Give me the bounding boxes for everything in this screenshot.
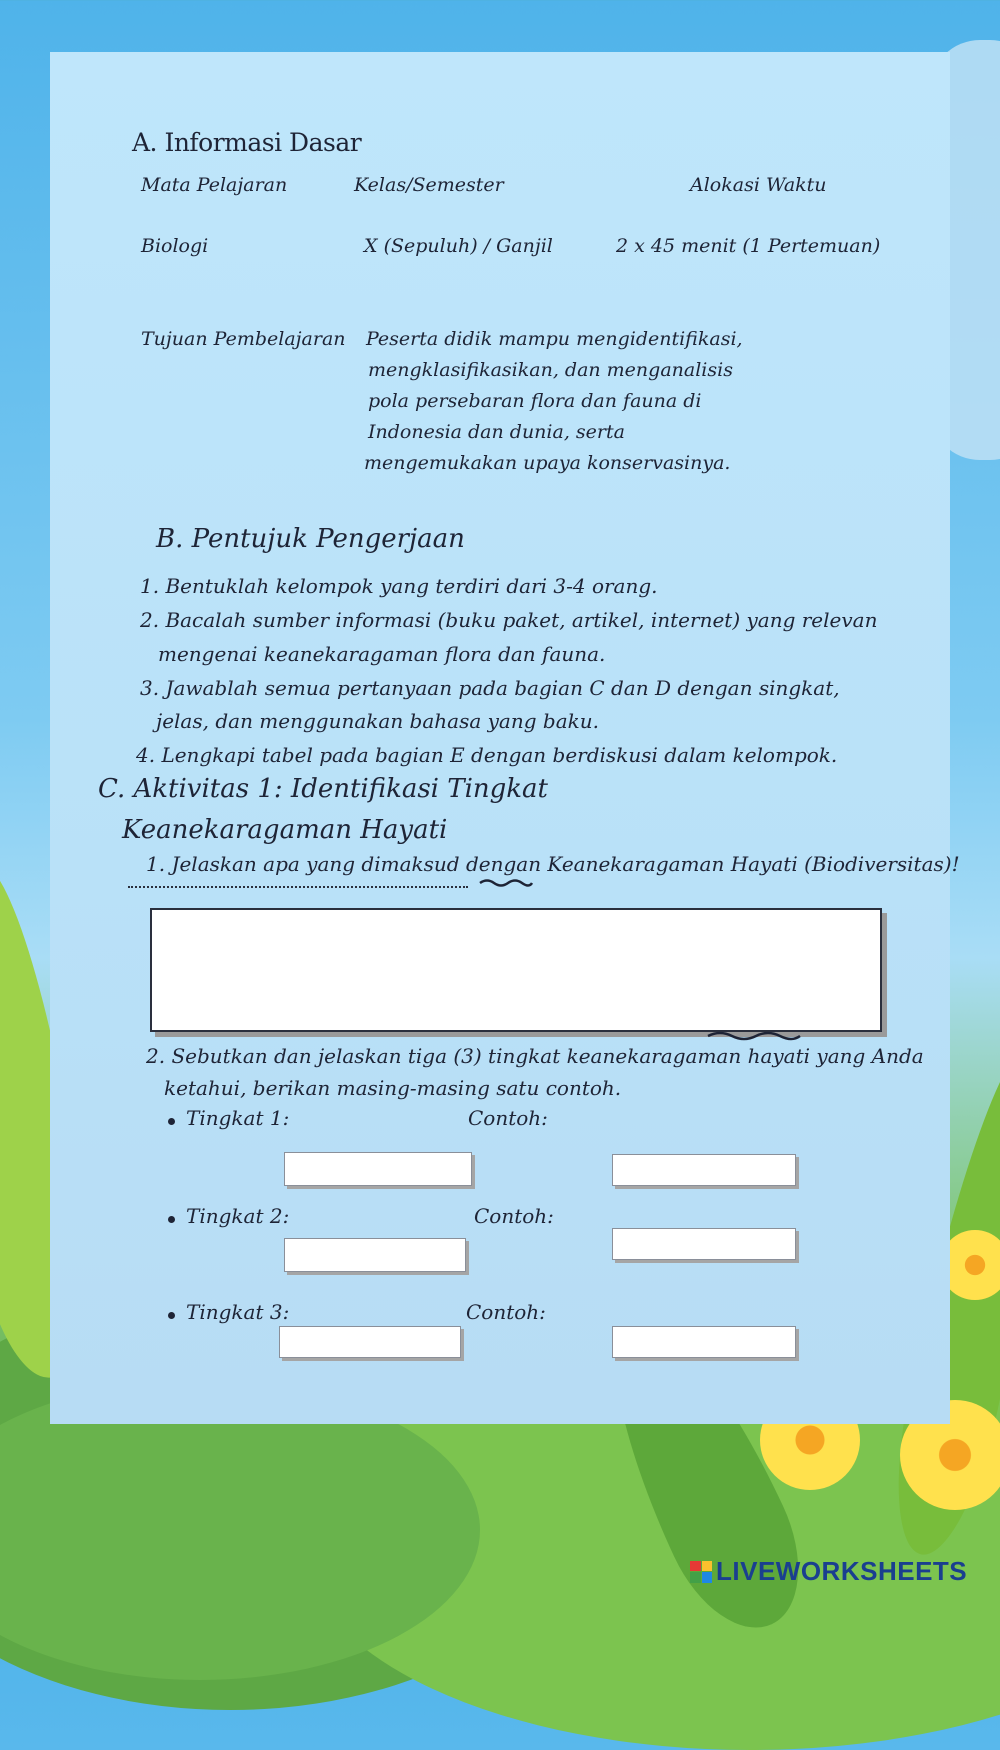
level-2-label: Tingkat 2: (186, 1204, 290, 1228)
level-3-contoh-input[interactable] (612, 1326, 796, 1358)
section-c-title: C. Aktivitas 1: Identifikasi Tingkat (98, 774, 548, 804)
liveworksheets-brand: LIVEWORKSHEETS (716, 1556, 968, 1586)
level-1-input[interactable] (284, 1152, 472, 1186)
instruction-line: 1. Bentuklah kelompok yang terdiri dari 3-4 orang. (140, 574, 658, 598)
instruction-line: 2. Bacalah sumber informasi (buku paket, artikel, internet) yang relevan (140, 608, 878, 632)
bullet-icon (168, 1312, 175, 1319)
tujuan-line: mengemukakan upaya konservasinya. (364, 452, 731, 474)
tujuan-line: pola persebaran flora dan fauna di (368, 390, 702, 412)
question-2-cont: ketahui, berikan masing-masing satu contoh. (164, 1076, 622, 1100)
section-c-subtitle: Keanekaragaman Hayati (122, 815, 448, 845)
level-3-label: Tingkat 3: (186, 1300, 290, 1324)
value-alokasi-waktu: 2 x 45 menit (1 Pertemuan) (616, 235, 881, 257)
bullet-icon (168, 1118, 175, 1125)
instruction-line: jelas, dan menggunakan bahasa yang baku. (156, 709, 599, 733)
section-a-title: A. Informasi Dasar (132, 128, 362, 157)
answer-box-q1[interactable] (150, 908, 882, 1032)
level-1-contoh-input[interactable] (612, 1154, 796, 1186)
level-1-label: Tingkat 1: (186, 1106, 290, 1130)
value-kelas-semester: X (Sepuluh) / Ganjil (364, 235, 553, 257)
level-2-input[interactable] (284, 1238, 466, 1272)
tujuan-line: Indonesia dan dunia, serta (368, 421, 625, 443)
spellcheck-squiggle (706, 1030, 802, 1042)
liveworksheets-icon (690, 1561, 712, 1583)
tujuan-label: Tujuan Pembelajaran (141, 328, 346, 350)
liveworksheets-logo (690, 1556, 967, 1587)
question-2: 2. Sebutkan dan jelaskan tiga (3) tingkat keanekaragaman hayati yang Anda (146, 1044, 924, 1068)
dotted-guide (128, 886, 468, 888)
worksheet-page (50, 52, 960, 1424)
instruction-line: mengenai keanekaragaman flora dan fauna. (158, 642, 606, 666)
instruction-line: 3. Jawablah semua pertanyaan pada bagian C dan D dengan singkat, (140, 676, 840, 700)
header-kelas-semester: Kelas/Semester (354, 174, 504, 196)
tujuan-line: Peserta didik mampu mengidentifikasi, (366, 328, 743, 350)
instruction-line: 4. Lengkapi tabel pada bagian E dengan berdiskusi dalam kelompok. (136, 743, 838, 767)
level-1-contoh-label: Contoh: (468, 1106, 548, 1130)
header-mata-pelajaran: Mata Pelajaran (141, 174, 288, 196)
level-3-contoh-label: Contoh: (466, 1300, 546, 1324)
header-alokasi-waktu: Alokasi Waktu (690, 174, 827, 196)
level-2-contoh-label: Contoh: (474, 1204, 554, 1228)
question-1: 1. Jelaskan apa yang dimaksud dengan Keanekaragaman Hayati (Biodiversitas)! (146, 852, 960, 876)
spellcheck-squiggle (478, 878, 534, 888)
bullet-icon (168, 1216, 175, 1223)
level-2-contoh-input[interactable] (612, 1228, 796, 1260)
tujuan-line: mengklasifikasikan, dan menganalisis (368, 359, 733, 381)
value-mata-pelajaran: Biologi (141, 235, 209, 257)
section-b-title: B. Pentujuk Pengerjaan (156, 524, 465, 554)
level-3-input[interactable] (279, 1326, 461, 1358)
